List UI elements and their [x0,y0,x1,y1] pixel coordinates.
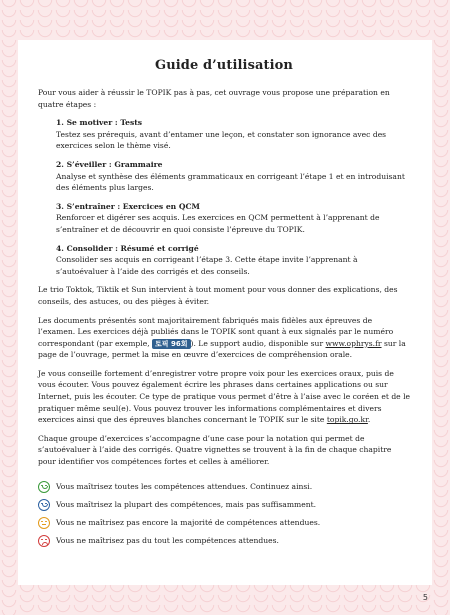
step-2 [56,159,410,194]
sad-face-icon [38,535,50,547]
documents-text: sur la page de l’ouvrage, permet la mise en œuvre d’exercices de compréhension orale. [38,338,406,360]
legend-item [38,478,410,496]
groups-paragraph: Chaque groupe d’exercices s’accompagne d’une case pour la notation qui permet de s’autoévaluer à l’aide des corrigés. Quatre vignettes se trouvent à la fin de chaque chapitre pour identifier vos compétences fortes et celles à améliorer. [38,433,392,467]
step-description: Renforcer et digérer ses acquis. Les exercices en QCM permettent à l’apprenant de s’entraîner et de découvrir en quoi consiste l’épreuve du TOPIK. [56,213,380,234]
step-title: 2. S’éveiller : Grammaire [56,159,163,169]
page-content [18,40,432,585]
voice-text: Je vous conseille fortement d’enregistrer votre propre voix pour les exercices oraux, puis de vous écouter. Vous pouvez également écrire les phrases dans certaines applications ou sur Internet, puis les écouter. Ce type de pratique vous permet d’être à l’aise avec le coréen et de le pratiquer même seul(e). Vous pouvez trouver les informations complémentaires et divers exercices ainsi que des épreuves blanches concernant le TOPIK sur le site [38,368,411,425]
legend-text: Vous ne maîtrisez pas encore la majorité de compétences attendues. [56,518,321,528]
step-title: 4. Consolider : Résumé et corrigé [56,243,199,253]
legend-text: Vous maîtrisez la plupart des compétences, mais pas suffisamment. [56,500,317,510]
legend-item [38,514,410,532]
step-description: Consolider ses acquis en corrigeant l’étape 3. Cette étape invite l’apprenant à s’autoévaluer à l’aide des corrigés et des conseils. [56,255,358,276]
step-1 [56,117,410,152]
voice-paragraph [38,368,410,426]
documents-text: Les documents présentés sont majoritairement fabriqués mais fidèles aux épreuves de l’examen. Les exercices déjà publiés dans le TOPIK sont quant à eux signalés par le numéro correspondant (par exemple, [38,315,394,348]
topik-badge: 토픽 96회 [152,339,190,349]
neutral-face-icon [38,517,50,529]
step-title: 1. Se motiver : Tests [56,118,143,128]
ophrys-link[interactable]: www.ophrys.fr [325,338,382,348]
documents-paragraph [38,315,410,361]
page-number: 5 [422,593,428,602]
step-3 [56,201,410,236]
page-title: Guide d’utilisation [155,58,293,73]
smiling-face-icon [38,499,50,511]
step-4 [56,243,410,278]
very-happy-face-icon [38,481,50,493]
intro-paragraph: Pour vous aider à réussir le TOPIK pas à pas, cet ouvrage vous propose une préparation en quatre étapes : [38,88,390,109]
decorative-border-bottom [0,585,450,615]
step-description: Analyse et synthèse des éléments grammaticaux en corrigeant l’étape 1 et en introduisant des éléments plus larges. [56,171,405,193]
legend-text: Vous maîtrisez toutes les compétences attendues. Continuez ainsi. [56,482,313,492]
documents-text: ). Le support audio, disponible sur [190,338,324,348]
legend-item [38,532,410,550]
decorative-border-left [0,0,18,615]
evaluation-legend [38,478,410,550]
topik-link[interactable]: topik.go.kr [326,415,368,425]
step-title: 3. S’entraîner : Exercices en QCM [56,201,200,211]
voice-end: . [367,415,371,425]
legend-item [38,496,410,514]
step-description: Testez ses prérequis, avant d’entamer une leçon, et constater son ignorance avec des exercices selon le thème visé. [56,129,387,151]
legend-text: Vous ne maîtrisez pas du tout les compétences attendues. [56,536,279,546]
decorative-border-top [0,0,450,40]
trio-paragraph: Le trio Toktok, Tiktik et Sun intervient à tout moment pour vous donner des explications, des conseils, des astuces, ou des pièges à éviter. [38,285,398,306]
decorative-border-right [432,0,450,615]
